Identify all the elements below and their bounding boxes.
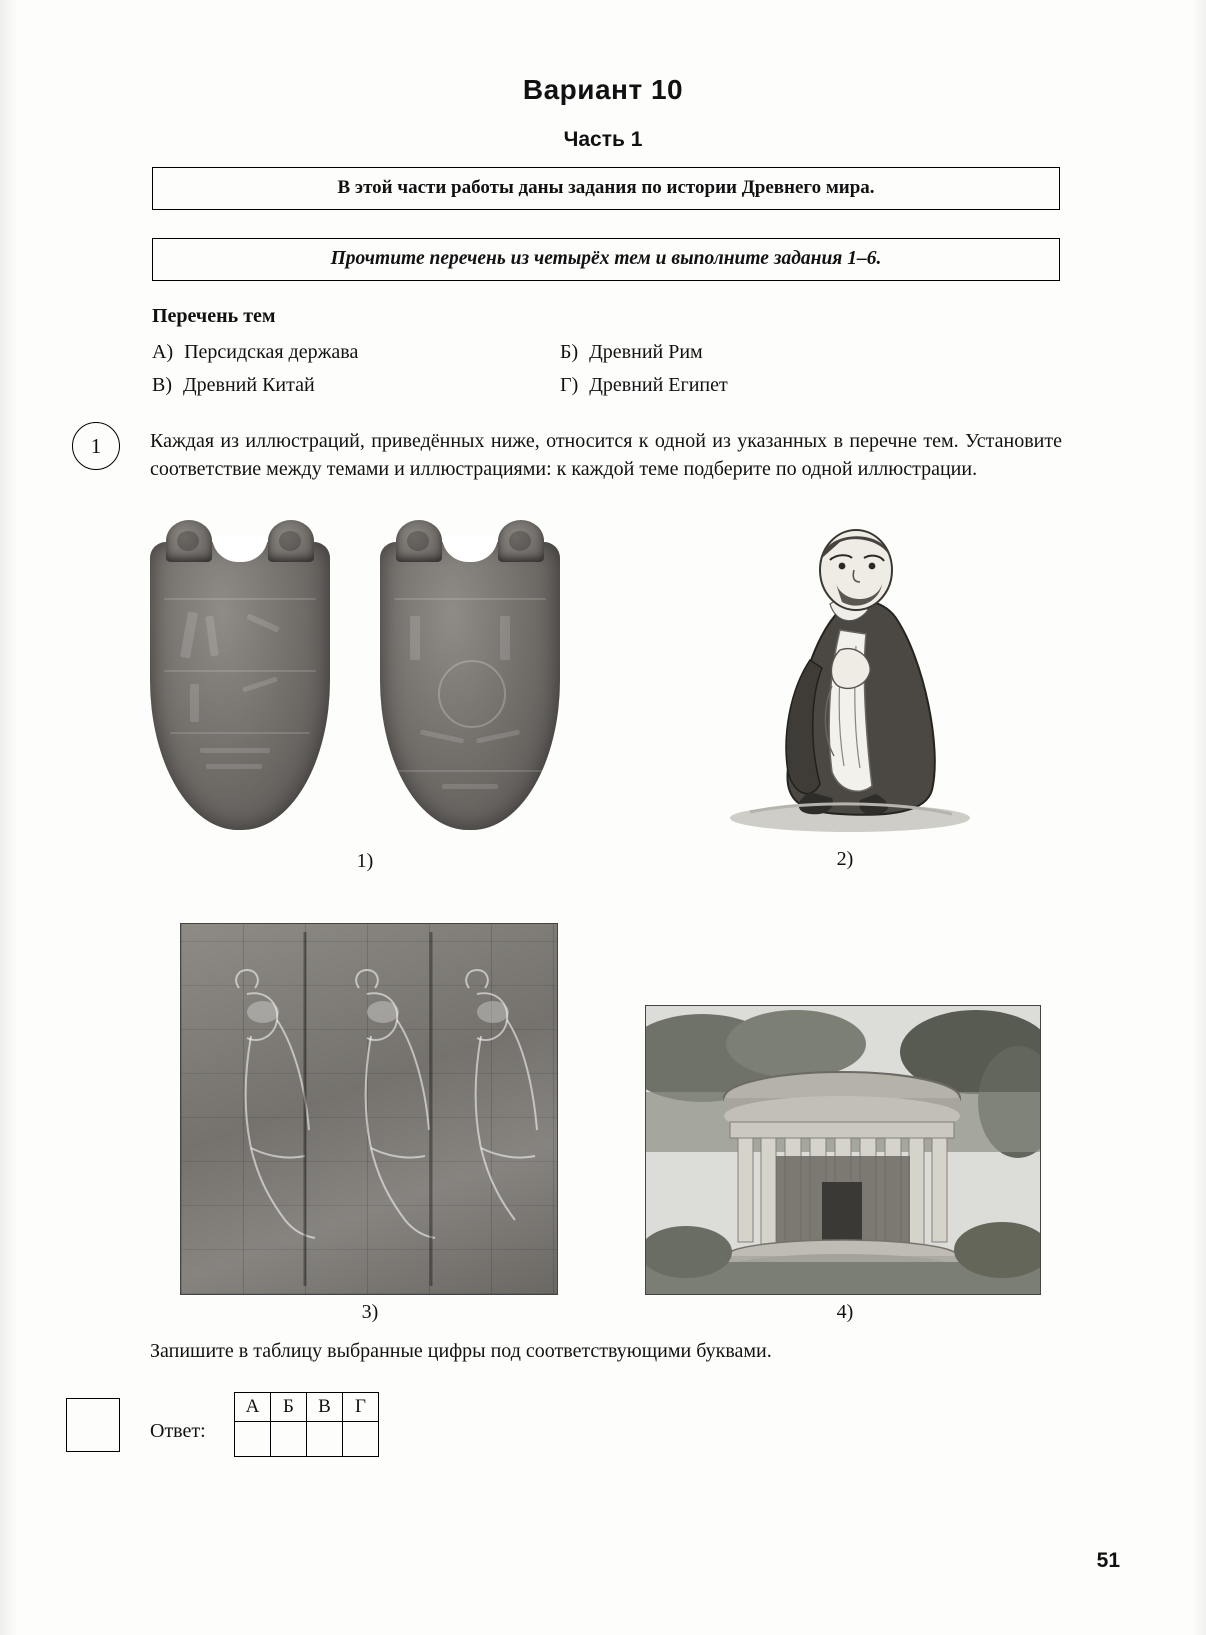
palette-of-narmer-front-icon xyxy=(150,520,330,830)
figure-3-caption: 3) xyxy=(361,1301,379,1323)
temple-of-vesta-photo xyxy=(645,1005,1041,1295)
page-number: 51 xyxy=(1096,1549,1120,1572)
topic-label-a: Персидская держава xyxy=(184,341,359,363)
topic-item-v xyxy=(152,374,315,397)
confucius-drawing-icon xyxy=(690,500,1000,845)
task-instruction: Запишите в таблицу выбранные цифры под соответствующими буквами. xyxy=(150,1340,772,1362)
palette-of-narmer-back-icon xyxy=(380,520,560,830)
answer-header-a: А xyxy=(235,1393,271,1422)
answer-cell-g[interactable] xyxy=(343,1422,379,1457)
score-box[interactable] xyxy=(66,1398,120,1452)
table-row-values[interactable] xyxy=(235,1422,379,1457)
table-row-headers xyxy=(235,1393,379,1422)
answer-header-v: В xyxy=(307,1393,343,1422)
topic-label-b: Древний Рим xyxy=(589,341,703,363)
page-title: Вариант 10 xyxy=(522,74,684,105)
figure-3 xyxy=(180,923,558,1323)
task-text: Каждая из иллюстраций, приведённых ниже, относится к одной из указанных в перечне тем. Установите соответствие между темами и иллюстрациями: к каждой теме подберите по одной иллюстрации. xyxy=(150,430,1062,480)
topic-letter-b: Б) xyxy=(560,341,579,363)
part-title: Часть 1 xyxy=(563,128,643,151)
topics-heading: Перечень тем xyxy=(152,305,276,327)
topic-letter-a: А) xyxy=(152,341,174,363)
figure-2-caption: 2) xyxy=(836,848,854,870)
topic-label-v: Древний Китай xyxy=(183,374,315,396)
figure-4-caption: 4) xyxy=(836,1301,854,1323)
figure-2 xyxy=(690,500,1000,870)
answer-cell-b[interactable] xyxy=(271,1422,307,1457)
answer-cell-v[interactable] xyxy=(307,1422,343,1457)
info-banner-instruction: Прочтите перечень из четырёх тем и выполните задания 1–6. xyxy=(152,238,1060,281)
topic-label-g: Древний Египет xyxy=(589,374,728,396)
task-number-badge: 1 xyxy=(72,422,120,470)
figure-1-caption: 1) xyxy=(356,850,374,872)
answer-header-b: Б xyxy=(271,1393,307,1422)
answer-cell-a[interactable] xyxy=(235,1422,271,1457)
figure-4 xyxy=(645,1005,1041,1323)
answer-table[interactable] xyxy=(234,1392,379,1457)
answer-header-g: Г xyxy=(343,1393,379,1422)
figure-1 xyxy=(150,520,580,872)
topic-letter-g: Г) xyxy=(560,374,579,396)
topic-item-b xyxy=(560,341,703,364)
info-banner-part: В этой части работы даны задания по истории Древнего мира. xyxy=(152,167,1060,210)
persian-relief-photo xyxy=(180,923,558,1295)
topic-letter-v: В) xyxy=(152,374,172,396)
answer-label: Ответ: xyxy=(150,1420,206,1442)
topic-item-g xyxy=(560,374,728,397)
topic-item-a xyxy=(152,341,358,364)
